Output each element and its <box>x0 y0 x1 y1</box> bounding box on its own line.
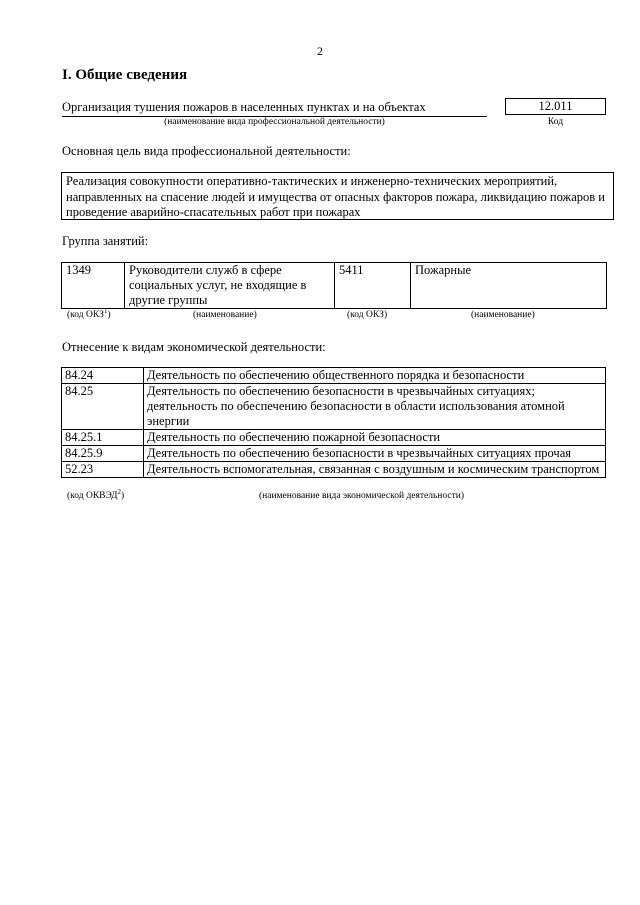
okz-name-1: Руководители служб в сфере социальных услуг, не входящие в другие группы <box>125 263 335 309</box>
economic-activity-label: Отнесение к видам экономической деятельности: <box>62 340 326 354</box>
section-title: I. Общие сведения <box>62 67 188 83</box>
okved-code: 84.25.1 <box>62 430 144 446</box>
okved-name: Деятельность по обеспечению безопасности в чрезвычайных ситуациях прочая <box>144 446 606 462</box>
okz-code-caption-2: (код ОКЗ) <box>347 310 388 320</box>
table-row <box>62 384 606 430</box>
okved-name: Деятельность по обеспечению общественного порядка и безопасности <box>144 368 606 384</box>
activity-code-caption: Код <box>547 117 564 127</box>
okz-code-1: 1349 <box>62 263 125 309</box>
activity-kind-caption: (наименование вида профессиональной деятельности) <box>164 117 385 127</box>
okz-name-caption-1: (наименование) <box>193 310 257 320</box>
okz-code-2: 5411 <box>335 263 411 309</box>
main-goal-text: Реализация совокупности оперативно-тактических и инженерно-технических мероприятий, направленных на спасение людей и имущества от опасных факторов пожара, ликвидацию пожаров и проведение аварийно-спасательных работ при пожарах <box>61 172 614 220</box>
table-row <box>62 368 606 384</box>
okved-name: Деятельность по обеспечению безопасности в чрезвычайных ситуациях; деятельность по обеспечению безопасности в области использования атомной энергии <box>144 384 606 430</box>
table-row <box>62 263 607 309</box>
okved-code-caption: (код ОКВЭД$^2$) <box>67 487 125 501</box>
okved-code: 84.25 <box>62 384 144 430</box>
table-row <box>62 462 606 478</box>
page-number: 2 <box>317 44 323 58</box>
activity-kind-name: Организация тушения пожаров в населенных пунктах и на объектах <box>62 100 487 117</box>
okz-code-caption-1: (код ОКЗ$^1$) <box>67 306 111 320</box>
economic-activity-table <box>61 367 606 478</box>
okved-code: 52.23 <box>62 462 144 478</box>
table-row <box>62 446 606 462</box>
activity-code: 12.011 <box>505 98 606 115</box>
okved-name: Деятельность по обеспечению пожарной безопасности <box>144 430 606 446</box>
okved-code: 84.24 <box>62 368 144 384</box>
okz-name-caption-2: (наименование) <box>471 310 535 320</box>
table-row <box>62 430 606 446</box>
okved-name-caption: (наименование вида экономической деятельности) <box>259 491 464 501</box>
okz-name-2: Пожарные <box>411 263 607 309</box>
okved-code: 84.25.9 <box>62 446 144 462</box>
occupation-group-label: Группа занятий: <box>62 234 149 248</box>
okved-name: Деятельность вспомогательная, связанная с воздушным и космическим транспортом <box>144 462 606 478</box>
occupation-table <box>61 262 607 309</box>
main-goal-label: Основная цель вида профессиональной деятельности: <box>62 144 351 158</box>
